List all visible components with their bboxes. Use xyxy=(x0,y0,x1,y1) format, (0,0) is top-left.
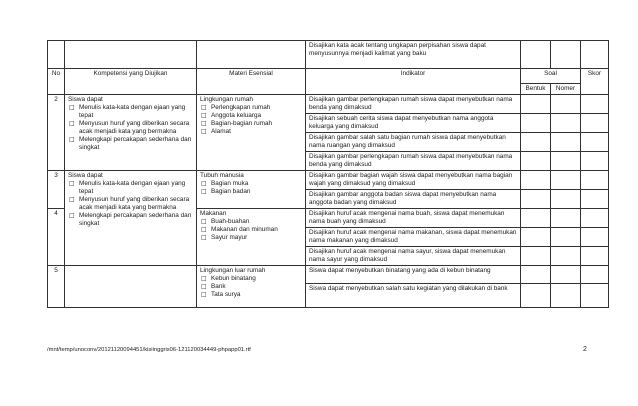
indikator-cell: Disajikan huruf acak mengenai nama buah, siswa dapat menemukan nama buah yang dimaksud xyxy=(306,209,521,228)
materi-title: Lingkungan rumah xyxy=(200,96,253,103)
header-soal: Soal xyxy=(521,69,581,84)
materi-cell xyxy=(197,171,306,209)
header-nomer: Nomer xyxy=(551,84,581,95)
list-item: □ Kebun binatang xyxy=(200,275,302,283)
materi-cell xyxy=(197,95,306,171)
materi-cell xyxy=(197,209,306,266)
list-item: □ Bagian muka xyxy=(200,180,302,188)
page-number: 2 xyxy=(583,346,587,353)
table-header-row xyxy=(48,69,609,84)
indikator-cell: Disajikan sebuah cerita siswa dapat menyebutkan nama anggota keluarga yang dimaksud xyxy=(306,114,521,133)
list-item: □ Menulis kata-kata dengan ejaan yang tepat xyxy=(68,104,193,120)
indikator-cell: Disajikan gambar anggota badan siswa dapat menyebutkan nama anggota badan yang dimaksud xyxy=(306,190,521,209)
table-row xyxy=(48,266,609,284)
header-bentuk: Bentuk xyxy=(521,84,551,95)
table-row xyxy=(48,95,609,114)
indikator-cell: Disajikan gambar bagian wajah siswa dapat menyebutkan nama bagian wajah yang dimaksud yang dimaksud xyxy=(306,171,521,190)
indikator-cell: Disajikan kata acak tentang ungkapan perpisahan siswa dapat menyusunnya menjadi kalimat yang baku xyxy=(306,41,521,69)
list-item: □ Menyusun huruf yang diberikan secara acak menjadi kata yang bermakna xyxy=(68,120,193,136)
list-item: □ Sayur mayur xyxy=(200,234,302,242)
materi-list xyxy=(200,218,302,242)
indikator-cell: Disajikan huruf acak mengenai nama sayur, siswa dapat menemukan nama sayur yang dimaksud xyxy=(306,247,521,266)
kompetensi-title: Siswa dapat xyxy=(68,172,103,179)
indikator-cell: Disajikan gambar perlengkapan rumah siswa dapat menyebutkan nama benda yang dimaksud xyxy=(306,95,521,114)
kompetensi-list xyxy=(68,180,193,228)
materi-list xyxy=(200,104,302,136)
materi-cell xyxy=(197,266,306,308)
list-item: □ Melengkapi percakapan sederhana dan singkat xyxy=(68,212,193,228)
list-item: □ Anggota keluarga xyxy=(200,112,302,120)
header-indikator: Indikator xyxy=(306,69,521,95)
materi-title: Lingkungan luar rumah xyxy=(200,267,266,274)
materi-title: Tubuh manusia xyxy=(200,172,244,179)
header-kompetensi: Kompetensi yang Diujikan xyxy=(65,69,197,95)
list-item: □ Bagian badan xyxy=(200,188,302,196)
table-row xyxy=(48,171,609,190)
indikator-cell: Disajikan huruf acak mengenai nama makanan, siswa dapat menemukan nama makanan yang dimaksud xyxy=(306,228,521,247)
materi-list xyxy=(200,180,302,196)
header-materi: Materi Esensial xyxy=(197,69,306,95)
row-number: 4 xyxy=(48,209,65,266)
table-row xyxy=(48,41,609,69)
indikator-cell: Siswa dapat menyebutkan binatang yang ada di kebun binatang xyxy=(306,266,521,284)
list-item: □ Melengkapi percakapan sederhana dan singkat xyxy=(68,136,193,152)
kisi-kisi-table xyxy=(47,40,609,308)
row-number: 2 xyxy=(48,95,65,171)
indikator-cell: Siswa dapat menyebutkan salah satu kegiatan yang dilakukan di bank xyxy=(306,284,521,308)
row-number: 5 xyxy=(48,266,65,308)
footer-file-path: /mnt/temp/unoconv/20121120094451/kisiinggris06-121120034449-phpapp01.rtf xyxy=(47,347,251,353)
kompetensi-cell xyxy=(65,95,197,171)
list-item: □ Bank xyxy=(200,283,302,291)
indikator-cell: Disajikan gambar perlengkapan rumah siswa dapat menyebutkan nama benda yang dimaksud xyxy=(306,152,521,171)
header-skor: Skor xyxy=(581,69,609,95)
list-item: □ Menyusun huruf yang diberikan secara acak menjadi kata yang bermakna xyxy=(68,196,193,212)
list-item: □ Bagian-bagian rumah xyxy=(200,120,302,128)
list-item: □ Tata surya xyxy=(200,291,302,299)
indikator-cell: Disajikan gambar salah satu bagian rumah siswa dapat menyebutkan nama ruangan yang dimaksud xyxy=(306,133,521,152)
list-item: □ Buah-buahan xyxy=(200,218,302,226)
kompetensi-title: Siswa dapat xyxy=(68,96,103,103)
row-number: 3 xyxy=(48,171,65,209)
header-no: No xyxy=(48,69,65,95)
materi-title: Makanan xyxy=(200,210,227,217)
kompetensi-list xyxy=(68,104,193,152)
list-item: □ Alamat xyxy=(200,128,302,136)
kompetensi-cell xyxy=(65,171,197,266)
materi-list xyxy=(200,275,302,299)
list-item: □ Menulis kata-kata dengan ejaan yang tepat xyxy=(68,180,193,196)
list-item: □ Perlengkapan rumah xyxy=(200,104,302,112)
list-item: □ Makanan dan minuman xyxy=(200,226,302,234)
